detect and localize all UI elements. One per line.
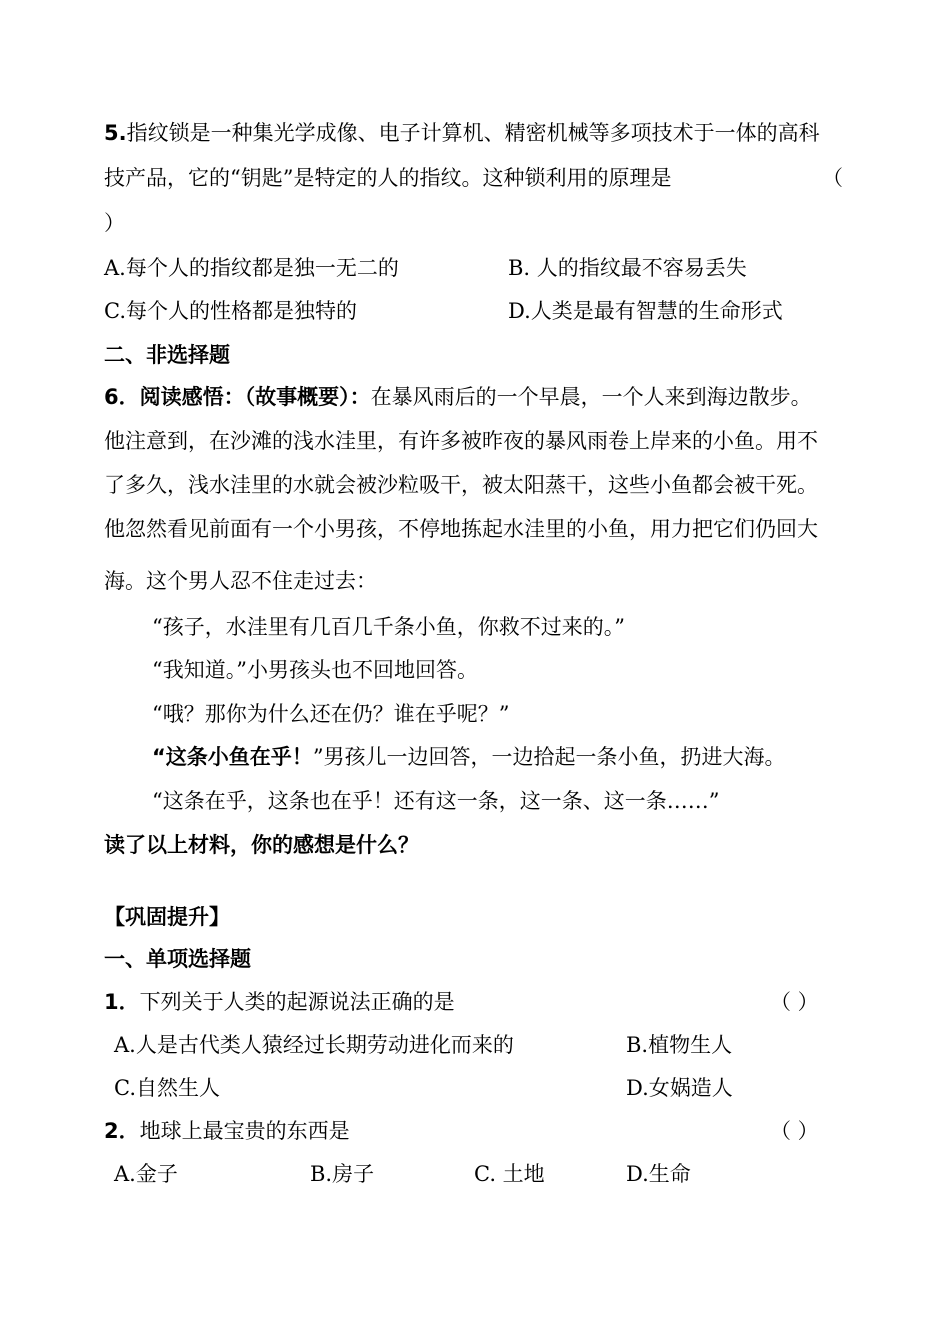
cq1-option-c: C.自然生人 (114, 1076, 220, 1100)
q6-line2: 他注意到，在沙滩的浅水洼里，有许多被昨夜的暴风雨卷上岸来的小鱼。用不 (104, 429, 818, 453)
q6-dialog2: “我知道。”小男孩头也不回地回答。 (152, 658, 478, 682)
cq2-text: 地球上最宝贵的东西是 (139, 1119, 350, 1143)
cq1-option-a: A.人是古代类人猿经过长期劳动进化而来的 (114, 1033, 514, 1057)
q5-line1 (104, 118, 820, 148)
q6-line4: 他忽然看见前面有一个小男孩，不停地拣起水洼里的小鱼，用力把它们仍回大 (104, 517, 818, 541)
q6-dialog4-rest: ”男孩儿一边回答，一边拾起一条小鱼，扔进大海。 (312, 745, 786, 769)
q5-paren-close: ） (104, 211, 125, 235)
section2-title: 二、非选择题 (104, 343, 230, 367)
q5-option-c: C.每个人的性格都是独特的 (104, 299, 357, 323)
q6-line1-rest: 在暴风雨后的一个早晨，一个人来到海边散步。 (370, 385, 812, 409)
q5-text-line2: 技产品，它的“钥匙”是特定的人的指纹。这种锁利用的原理是 (104, 166, 672, 190)
q5-paren-open: （ (822, 166, 843, 190)
cq1-text: 下列关于人类的起源说法正确的是 (139, 990, 455, 1014)
cq1-line (104, 987, 455, 1017)
q5-option-a: A.每个人的指纹都是独一无二的 (104, 256, 399, 280)
q6-label: 6．阅读感悟：（故事概要）： (104, 385, 371, 409)
cq2-line (104, 1116, 350, 1146)
q6-dialog4 (152, 742, 786, 772)
q5-option-b: B. 人的指纹最不容易丢失 (508, 256, 747, 280)
cq1-option-d: D.女娲造人 (626, 1076, 733, 1100)
q5-text-line1: 指纹锁是一种集光学成像、电子计算机、精密机械等多项技术于一体的高科 (126, 121, 820, 145)
cq2-paren: （ ） (770, 1119, 819, 1143)
q5-option-d: D.人类是最有智慧的生命形式 (508, 299, 783, 323)
cq2-option-d: D.生命 (626, 1162, 691, 1186)
q6-line3: 了多久，浅水洼里的水就会被沙粒吸干，被太阳蒸干，这些小鱼都会被干死。 (104, 473, 818, 497)
cq2-option-b: B.房子 (310, 1162, 375, 1186)
q6-dialog3: “哦？那你为什么还在仍？谁在乎呢？” (152, 702, 510, 726)
q5-number: 5. (104, 121, 127, 145)
section1-title: 一、单项选择题 (104, 947, 251, 971)
cq2-option-c: C. 土地 (474, 1162, 545, 1186)
q6-question: 读了以上材料，你的感想是什么？ (104, 833, 419, 857)
q6-line5: 海。这个男人忍不住走过去： (104, 569, 377, 593)
q6-dialog4-bold: “这条小鱼在乎！ (152, 745, 313, 769)
q6-dialog5: “这条在乎，这条也在乎！还有这一条，这一条、这一条……” (152, 789, 720, 813)
cq2-option-a: A.金子 (114, 1162, 178, 1186)
q6-dialog1: “孩子，水洼里有几百几千条小鱼，你救不过来的。” (152, 615, 625, 639)
consolidate-title: 【巩固提升】 (104, 905, 230, 929)
cq1-option-b: B.植物生人 (626, 1033, 733, 1057)
q6-line1 (104, 382, 812, 412)
cq2-number: 2． (104, 1119, 140, 1143)
cq1-number: 1． (104, 990, 140, 1014)
cq1-paren: （ ） (770, 990, 819, 1014)
